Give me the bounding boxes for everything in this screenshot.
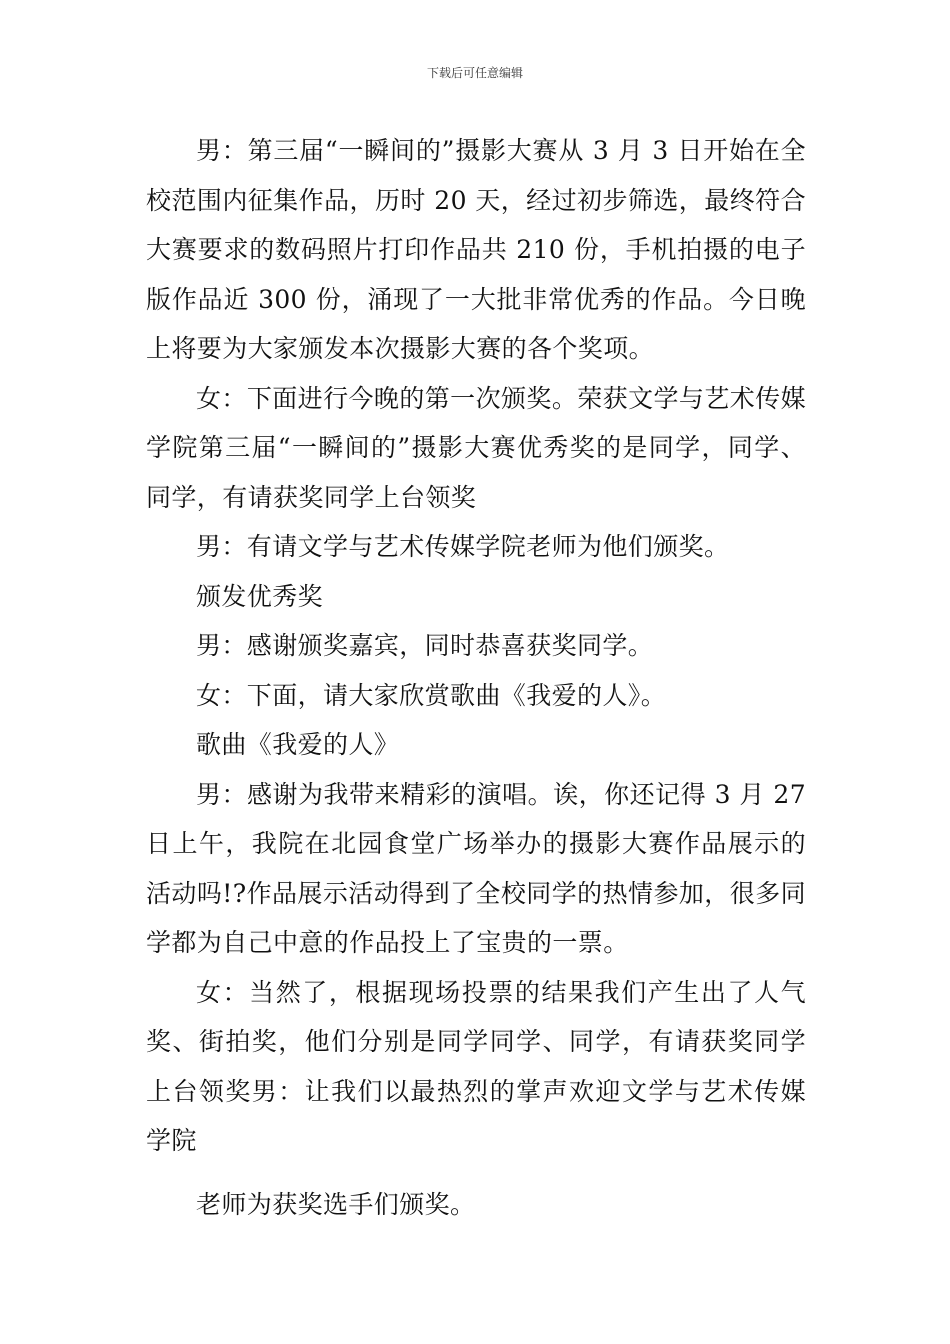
page-header: 下载后可任意编辑	[426, 66, 523, 80]
paragraph-5: 男：感谢颁奖嘉宾，同时恭喜获奖同学。	[196, 631, 654, 660]
paragraph-7: 歌曲《我爱的人》	[196, 730, 400, 759]
paragraph-3: 男：有请文学与艺术传媒学院老师为他们颁奖。	[196, 532, 730, 561]
paragraph-6: 女：下面，请大家欣赏歌曲《我爱的人》。	[196, 680, 667, 710]
paragraph-4: 颁发优秀奖	[196, 581, 324, 611]
paragraph-2: 女：下面进行今晚的第一次颁奖。荣获文学与艺术传媒学院第三届“一瞬间的”摄影大赛优秀奖的是同学，同学、同学，有请获奖同学上台领奖	[146, 383, 806, 512]
document-body	[146, 126, 806, 1229]
paragraph-9: 女：当然了，根据现场投票的结果我们产生出了人气奖、街拍奖，他们分别是同学同学、同学，有请获奖同学上台领奖男：让我们以最热烈的掌声欢迎文学与艺术传媒学院	[146, 977, 806, 1155]
paragraph-10: 老师为获奖选手们颁奖。	[196, 1189, 476, 1219]
paragraph-1: 男：第三届“一瞬间的”摄影大赛从 3 月 3 日开始在全校范围内征集作品，历时 20 天，经过初步筛选，最终符合大赛要求的数码照片打印作品共 210 份，手机拍摄的电子版作品近 300 份，涌现了一大批非常优秀的作品。今日晚上将要为大家颁发本次摄影大赛的各个奖项。	[146, 136, 806, 363]
paragraph-8: 男：感谢为我带来精彩的演唱。诶，你还记得 3 月 27 日上午，我院在北园食堂广场举办的摄影大赛作品展示的活动吗!?作品展示活动得到了全校同学的热情参加，很多同学都为自己中意的作品投上了宝贵的一票。	[146, 779, 807, 957]
